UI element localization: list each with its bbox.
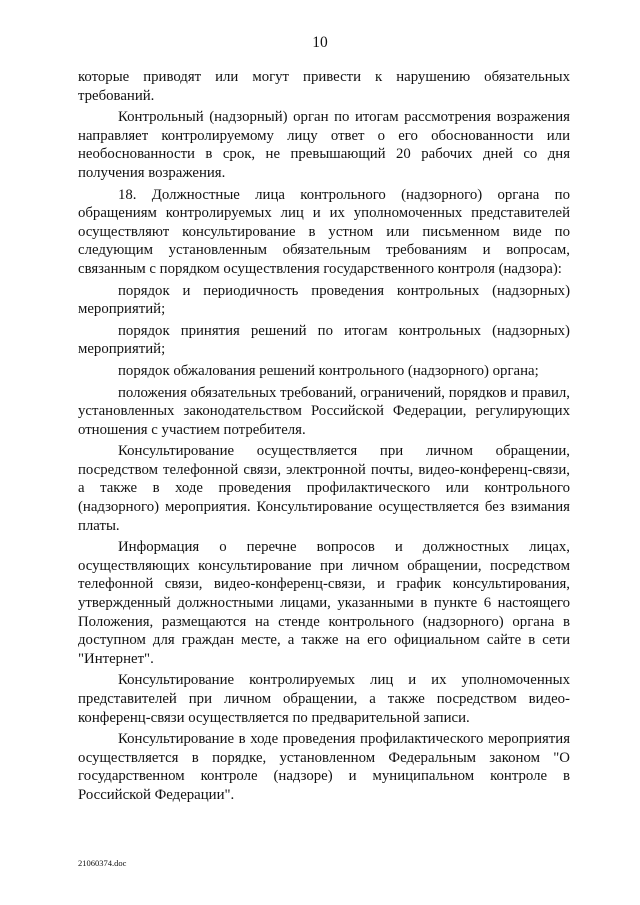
paragraph-continuation: которые приводят или могут привести к нарушению обязательных требований.	[78, 69, 570, 104]
paragraph-prior-appointment: Консультирование контролируемых лиц и их уполномоченных представителей при личном обращении, а также посредством видео-конференц-связи осуществляется по предварительной записи.	[78, 672, 570, 726]
list-item-procedure-frequency: порядок и периодичность проведения контрольных (надзорных) мероприятий;	[78, 282, 570, 318]
document-body	[78, 68, 570, 808]
footer-document-code: 21060374.doc	[78, 858, 127, 868]
paragraph-consultation-information: Информация о перечне вопросов и должностных лицах, осуществляющих консультирование при личном обращении, посредством телефонной связи, видео-конференц-связи, и график консультирования, утвержденный должностными лицами, указанными в пункте 6 настоящего Положения, размещаются на стенде контрольного (надзорного) органа в доступном для граждан месте, а также на его официальном сайте в сети "Интернет".	[78, 539, 570, 667]
list-item-mandatory-requirements: положения обязательных требований, ограничений, порядков и правил, установленных законодательством Российской Федерации, регулирующих отношения с участием потребителя.	[78, 384, 570, 438]
paragraph-consultation-methods: Консультирование осуществляется при личном обращении, посредством телефонной связи, электронной почты, видео-конференц-связи, а также в ходе проведения профилактического или контрольного (надзорного) мероприятия. Консультирование осуществляется без взимания платы.	[78, 443, 570, 534]
paragraph-preventive-consultation: Консультирование в ходе проведения профилактического мероприятия осуществляется в порядке, установленном Федеральным законом "О государственном контроле (надзоре) и муниципальном контроле в Российской Федерации".	[78, 731, 570, 803]
list-item-decision-procedure: порядок принятия решений по итогам контрольных (надзорных) мероприятий;	[78, 322, 570, 358]
paragraph-objection-response: Контрольный (надзорный) орган по итогам рассмотрения возражения направляет контролируемому лицу ответ о его обоснованности или необоснованности в срок, не превышающий 20 рабочих дней со дня получения возражения.	[78, 109, 570, 181]
page-number: 10	[312, 34, 328, 51]
list-item-appeal-procedure: порядок обжалования решений контрольного (надзорного) органа;	[118, 362, 539, 379]
paragraph-18-consultation: 18. Должностные лица контрольного (надзорного) органа по обращениям контролируемых лиц и их уполномоченных представителей осуществляют консультирование в устном или письменном виде по следующим установленным обязательным требованиям и вопросам, связанным с порядком осуществления государственного контроля (надзора):	[78, 186, 570, 277]
